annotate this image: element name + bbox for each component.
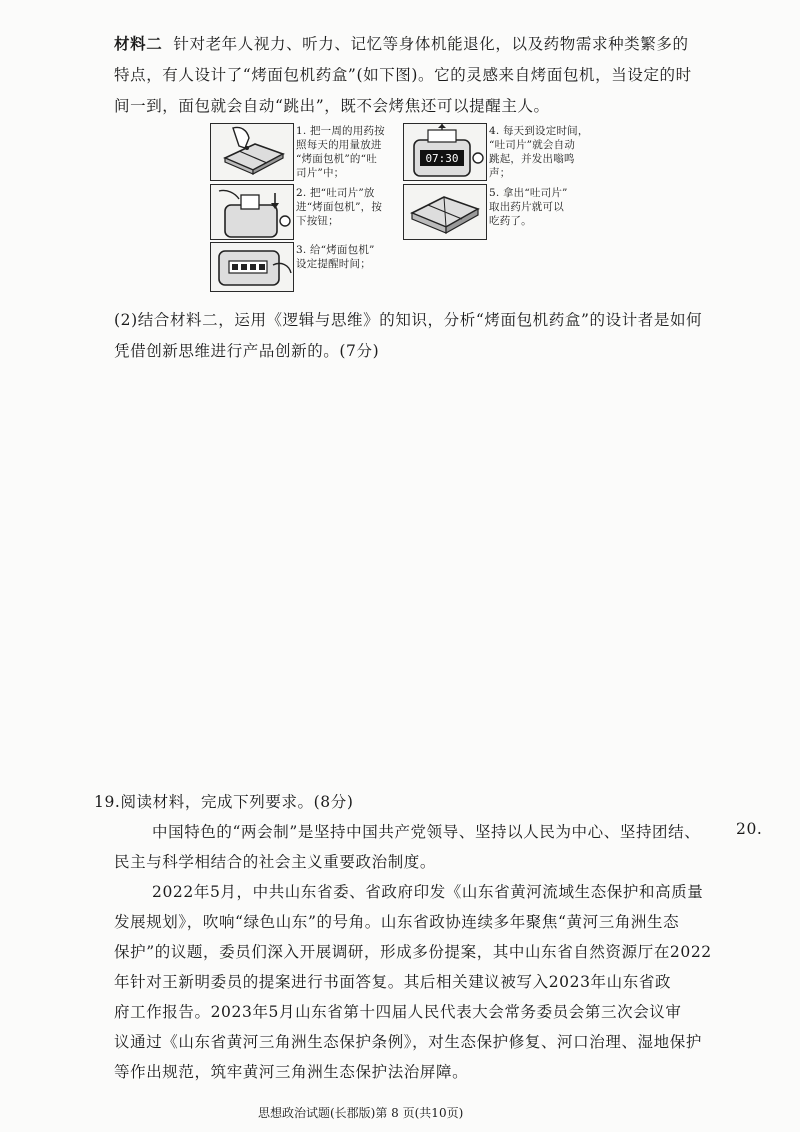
material2-line1	[114, 32, 689, 54]
step5-caption: 5. 拿出“吐司片” 取出药片就可以 吃药了。	[489, 187, 568, 227]
margin-question-number: 20.	[736, 820, 763, 838]
material2-line3: 间一到，面包就会自动“跳出”，既不会烤焦还可以提醒主人。	[114, 97, 550, 115]
q19-header: 19.阅读材料，完成下列要求。(8分)	[94, 793, 354, 811]
q19-p2-line6: 议通过《山东省黄河三角洲生态保护条例》，对生态保护修复、河口治理、湿地保护	[114, 1033, 702, 1051]
q19-p1-line2: 民主与科学相结合的社会主义重要政治制度。	[114, 853, 437, 871]
step4-clock-display: 07:30	[425, 152, 459, 165]
page-footer: 思想政治试题(长郡版)第 8 页(共10页)	[258, 1106, 464, 1120]
q19-p1-line1: 中国特色的“两会制”是坚持中国共产党领导、坚持以人民为中心、坚持团结、	[152, 823, 701, 841]
step2-caption: 2. 把“吐司片”放 进“烤面包机”，按 下按钮；	[296, 187, 383, 227]
q19-p2-line2: 发展规划》，吹响“绿色山东”的号角。山东省政协连续多年聚焦“黄河三角洲生态	[114, 913, 680, 931]
step4-caption: 4. 每天到设定时间， “吐司片”就会自动 跳起，并发出嗡鸣 声；	[489, 125, 589, 179]
material2-line1-text: 针对老年人视力、听力、记忆等身体机能退化，以及药物需求种类繁多的	[173, 35, 689, 53]
material2-line2: 特点，有人设计了“烤面包机药盒”(如下图)。它的灵感来自烤面包机，当设定的时	[114, 66, 692, 84]
step4-image	[403, 123, 487, 181]
step1-caption: 1. 把一周的用药按 照每天的用量放进 “烤面包机”的“吐 司片”中；	[296, 125, 385, 179]
step5-image	[403, 184, 487, 240]
step3-image	[210, 242, 294, 292]
question2-line2: 凭借创新思维进行产品创新的。(7分)	[114, 342, 380, 360]
question2-line1: (2)结合材料二，运用《逻辑与思维》的知识，分析“烤面包机药盒”的设计者是如何	[114, 311, 703, 329]
q19-p2-line1: 2022年5月，中共山东省委、省政府印发《山东省黄河流域生态保护和高质量	[152, 883, 704, 901]
step3-caption: 3. 给“烤面包机” 设定提醒时间；	[296, 244, 375, 270]
q19-p2-line3: 保护”的议题，委员们深入开展调研，形成多份提案，其中山东省自然资源厅在2022	[114, 943, 712, 961]
q19-p2-line7: 等作出规范，筑牢黄河三角洲生态保护法治屏障。	[114, 1063, 469, 1081]
q19-p2-line4: 年针对王新明委员的提案进行书面答复。其后相关建议被写入2023年山东省政	[114, 973, 672, 991]
material2-label: 材料二	[114, 34, 163, 53]
q19-p2-line5: 府工作报告。2023年5月山东省第十四届人民代表大会常务委员会第三次会议审	[114, 1003, 682, 1021]
step2-image	[210, 184, 294, 240]
step1-image	[210, 123, 294, 181]
